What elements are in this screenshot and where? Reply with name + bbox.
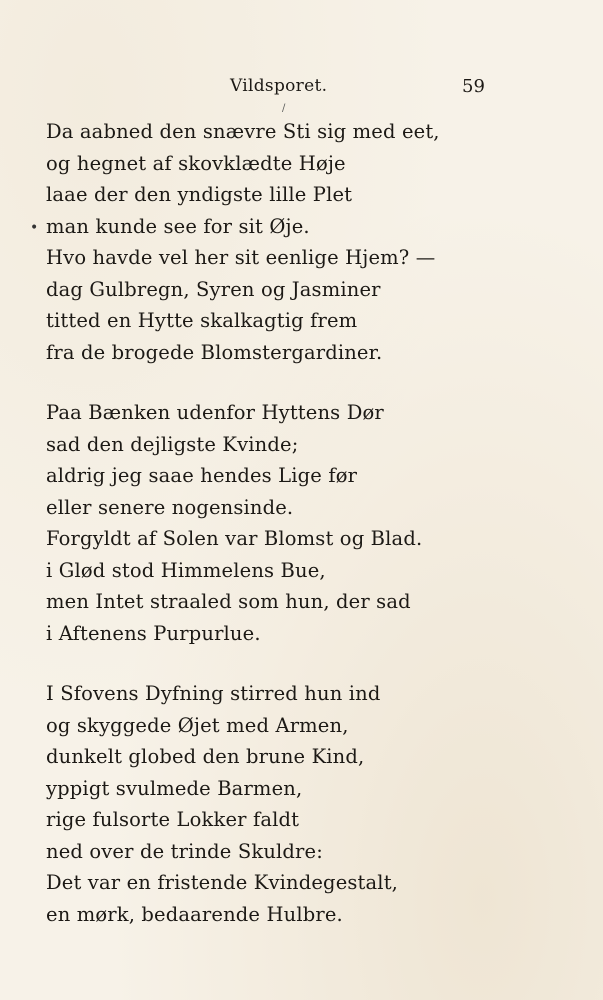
poem-line: ned over de trinde Skuldre:: [46, 839, 323, 863]
poem-line: dag Gulbregn, Syren og Jasminer: [46, 277, 381, 301]
poem-line: dunkelt globed den brune Kind,: [46, 745, 365, 768]
poem-line: rige fulsorte Lokker faldt: [46, 808, 300, 831]
page-number: 59: [462, 76, 485, 97]
stanza-2: [46, 397, 586, 649]
poem-line: Paa Bænken udenfor Hyttens Dør: [46, 401, 384, 424]
poem-line: men Intet straaled som hun, der sad: [46, 590, 411, 613]
poem-line: i Aftenens Purpurlue.: [46, 621, 261, 645]
stanza-break: [46, 368, 586, 397]
stanza-1: [46, 116, 586, 368]
poem-line: fra de brogede Blomstergardiner.: [46, 340, 383, 364]
poem-line: titted en Hytte skalkagtig frem: [46, 309, 358, 332]
margin-bullet-mark: •: [30, 220, 39, 236]
poem-line: Forgyldt af Solen var Blomst og Blad.: [46, 527, 423, 550]
poem-line: man kunde see for sit Øje.: [46, 214, 310, 238]
poem-line: og skyggede Øjet med Armen,: [46, 713, 349, 737]
stray-mark: /: [282, 103, 286, 114]
poem-line: Det var en fristende Kvindegestalt,: [46, 871, 399, 894]
poem-line: og hegnet af skovklædte Høje: [46, 151, 346, 175]
stanza-3: [46, 678, 586, 930]
poem-line: sad den dejligste Kvinde;: [46, 432, 299, 456]
poem-line: Da aabned den snævre Sti sig med eet,: [46, 120, 440, 143]
poem-body: [46, 116, 586, 930]
poem-line: yppigt svulmede Barmen,: [46, 776, 303, 800]
stanza-break: [46, 649, 586, 678]
poem-line: en mørk, bedaarende Hulbre.: [46, 902, 343, 926]
poem-line: laae der den yndigste lille Plet: [46, 183, 353, 206]
poem-line: Hvo havde vel her sit eenlige Hjem? —: [46, 246, 436, 269]
poem-line: I Sfovens Dyfning stirred hun ind: [46, 682, 381, 705]
running-head: Vildsporet.: [230, 76, 328, 96]
poem-line: i Glød stod Himmelens Bue,: [46, 558, 326, 582]
poem-line: eller senere nogensinde.: [46, 495, 294, 519]
poem-line: aldrig jeg saae hendes Lige før: [46, 464, 358, 487]
